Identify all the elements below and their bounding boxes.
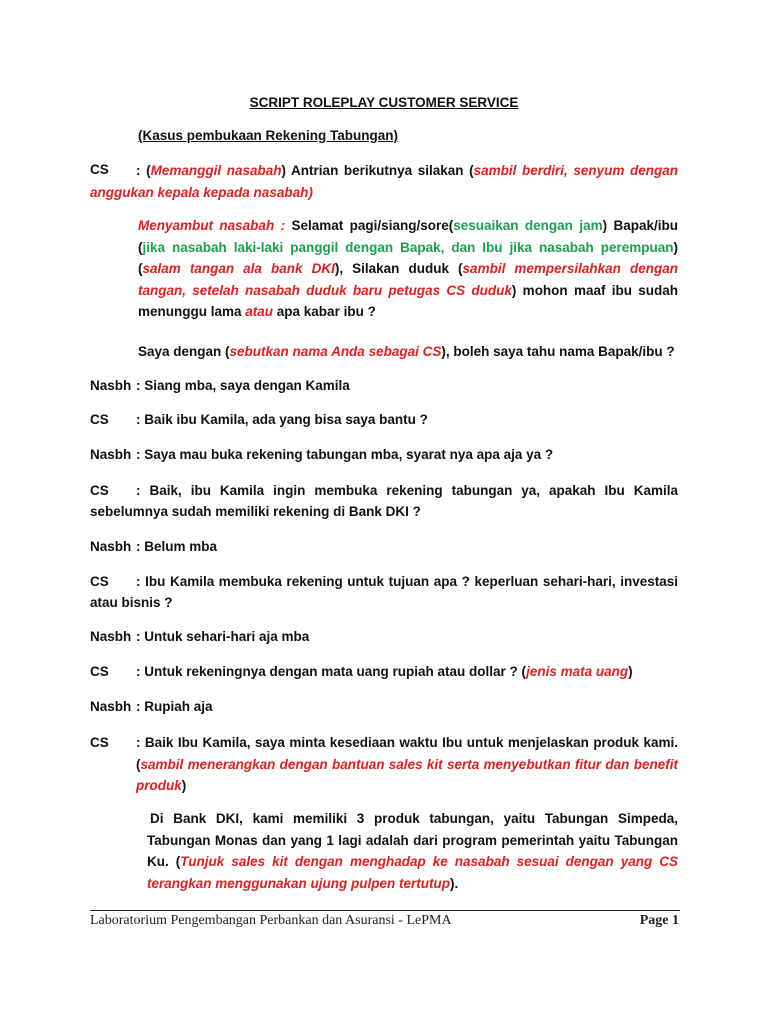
dialogue-paragraph: Saya dengan (sebutkan nama Anda sebagai CS), boleh saya tahu nama Bapak/ibu ? — [138, 344, 675, 359]
footer-divider — [90, 910, 680, 911]
speaker-label: CS — [90, 664, 109, 679]
dialogue-continuation: atau bisnis ? — [90, 595, 173, 610]
page-number: Page 1 — [639, 913, 679, 928]
speaker-label: CS — [90, 162, 109, 177]
dialogue-line: : Belum mba — [136, 539, 218, 554]
speaker-label: CS — [90, 483, 109, 498]
dialogue-continuation: sebelumnya sudah memiliki rekening di Bank DKI ? — [90, 504, 421, 519]
speaker-label: Nasbh — [90, 447, 132, 462]
footer-lab-name: Laboratorium Pengembangan Perbankan dan Asuransi - LePMA — [90, 913, 452, 928]
dialogue-paragraph: Menyambut nasabah : Selamat pagi/siang/sore(sesuaikan dengan jam) Bapak/ibu (jika nasabah laki-laki panggil dengan Bapak, dan Ibu jika nasabah perempuan) (salam tangan ala bank DKI), Silakan duduk (sambil mempersilahkan dengan tangan, setelah nasabah duduk baru petugas CS duduk) mohon maaf ibu sudah menunggu lama atau apa kabar ibu ? — [138, 218, 679, 319]
speaker-label: Nasbh — [90, 629, 132, 644]
dialogue-paragraph: : Baik Ibu Kamila, saya minta kesediaan waktu Ibu untuk menjelaskan produk kami. (sambil menerangkan dengan bantuan sales kit serta menyebutkan fitur dan benefit produk) — [136, 735, 678, 793]
dialogue-line: : Untuk rekeningnya dengan mata uang rupiah atau dollar ? (jenis mata uang) — [136, 664, 633, 679]
dialogue-line: : Rupiah aja — [136, 699, 213, 714]
dialogue-line: : (Memanggil nasabah) Antrian berikutnya silakan (sambil berdiri, senyum dengan anggukan kepala kepada nasabah) — [90, 163, 678, 200]
speaker-label: CS — [90, 574, 109, 589]
dialogue-line: : Untuk sehari-hari aja mba — [136, 629, 310, 644]
page-title: SCRIPT ROLEPLAY CUSTOMER SERVICE — [249, 95, 519, 110]
dialogue-line: : Ibu Kamila membuka rekening untuk tujuan apa ? keperluan sehari-hari, investasi — [136, 574, 678, 589]
speaker-label: CS — [90, 412, 109, 427]
speaker-label: Nasbh — [90, 378, 132, 393]
dialogue-line: : Baik, ibu Kamila ingin membuka rekening tabungan ya, apakah Ibu Kamila — [136, 483, 678, 498]
speaker-label: Nasbh — [90, 539, 132, 554]
dialogue-paragraph: Di Bank DKI, kami memiliki 3 produk tabungan, yaitu Tabungan Simpeda, Tabungan Monas dan yang 1 lagi adalah dari program pemerintah yaitu Tabungan Ku. (Tunjuk sales kit dengan menghadap ke nasabah sesuai dengan yang CS terangkan menggunakan ujung pulpen tertutup). — [147, 811, 678, 891]
page-subtitle: (Kasus pembukaan Rekening Tabungan) — [138, 128, 399, 143]
dialogue-line: : Baik ibu Kamila, ada yang bisa saya bantu ? — [136, 412, 428, 427]
speaker-label: CS — [90, 735, 109, 750]
dialogue-line: : Saya mau buka rekening tabungan mba, syarat nya apa aja ya ? — [136, 447, 554, 462]
dialogue-line: : Siang mba, saya dengan Kamila — [136, 378, 350, 393]
speaker-label: Nasbh — [90, 699, 132, 714]
